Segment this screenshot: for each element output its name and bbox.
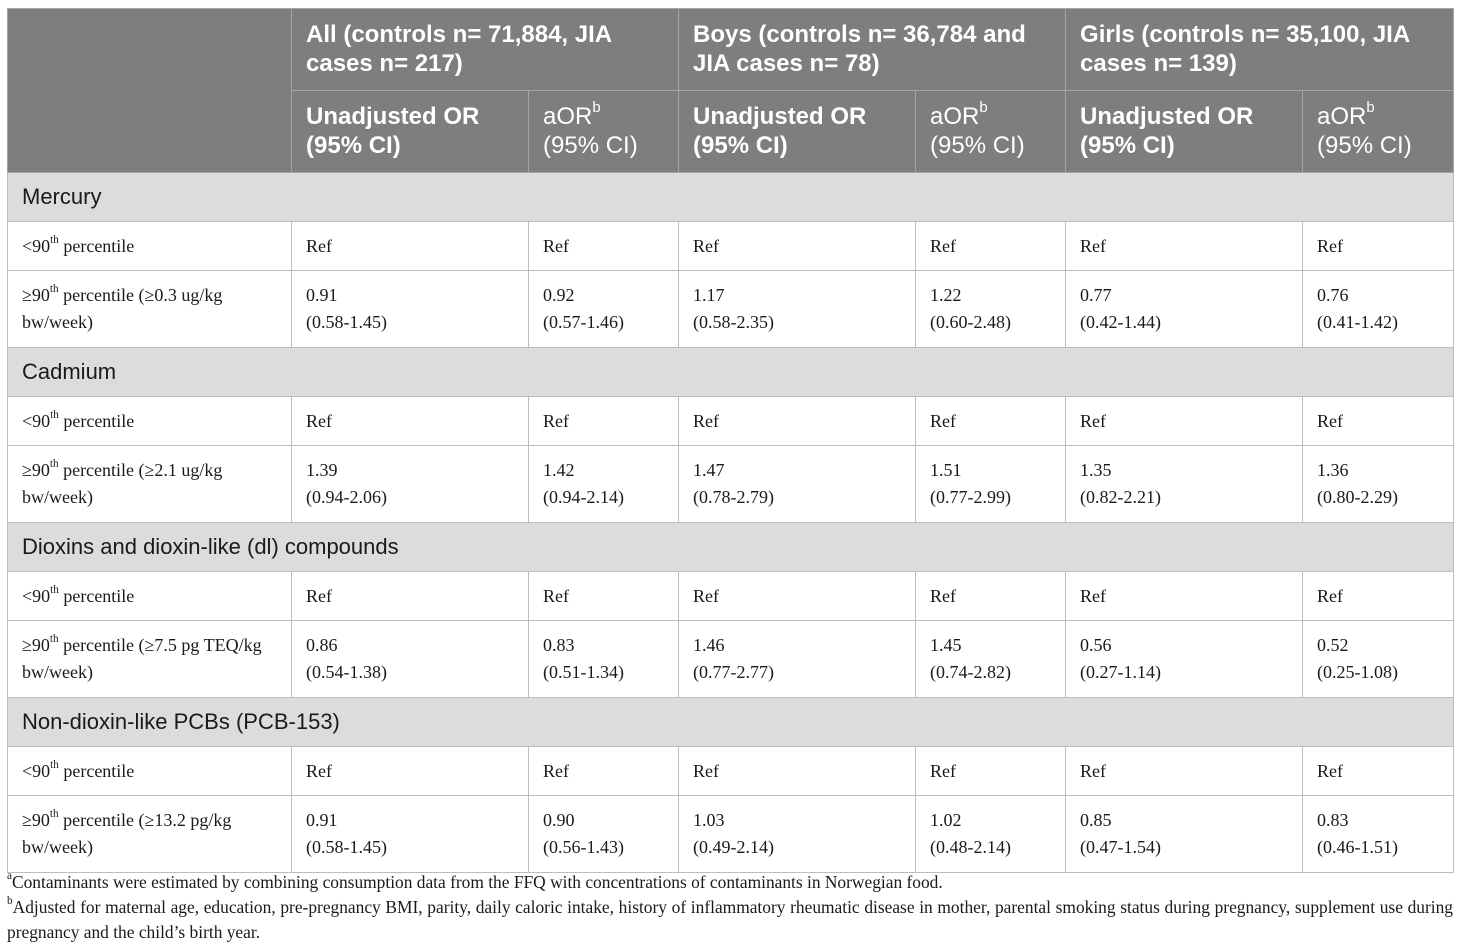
group-title: Non-dioxin-like PCBs (PCB-153) bbox=[8, 698, 1454, 747]
table-cell: Ref bbox=[1303, 747, 1454, 796]
table-cell: 1.17 (0.58-2.35) bbox=[679, 271, 916, 348]
table-cell: Ref bbox=[292, 222, 529, 271]
table-cell: Ref bbox=[292, 572, 529, 621]
table-cell: Ref bbox=[1303, 572, 1454, 621]
row-label: ≥90th percentile (≥13.2 pg/kg bw/week) bbox=[8, 796, 292, 873]
table-cell: 0.83 (0.46-1.51) bbox=[1303, 796, 1454, 873]
table-cell: Ref bbox=[529, 397, 679, 446]
table-cell: 1.03 (0.49-2.14) bbox=[679, 796, 916, 873]
group-title: Dioxins and dioxin-like (dl) compounds bbox=[8, 523, 1454, 572]
table-row bbox=[8, 397, 1454, 446]
group-title: Cadmium bbox=[8, 348, 1454, 397]
table-cell: 1.47 (0.78-2.79) bbox=[679, 446, 916, 523]
table-cell: Ref bbox=[916, 222, 1066, 271]
footnote-a: $^a$Contaminants were estimated by combining consumption data from the FFQ with concentrations of contaminants in Norwegian food. bbox=[7, 869, 943, 892]
table-cell: 0.76 (0.41-1.42) bbox=[1303, 271, 1454, 348]
table-cell: 1.22 (0.60-2.48) bbox=[916, 271, 1066, 348]
table-cell: Ref bbox=[679, 747, 916, 796]
table-cell: 0.85 (0.47-1.54) bbox=[1066, 796, 1303, 873]
row-label: ≥90th percentile (≥7.5 pg TEQ/kg bw/week) bbox=[8, 621, 292, 698]
table-cell: 1.39 (0.94-2.06) bbox=[292, 446, 529, 523]
table-cell: Ref bbox=[916, 397, 1066, 446]
table-cell: 1.35 (0.82-2.21) bbox=[1066, 446, 1303, 523]
row-label: <90th percentile bbox=[8, 397, 292, 446]
header-corner-cell bbox=[8, 9, 292, 173]
group-row bbox=[8, 348, 1454, 397]
table-cell: 1.45 (0.74-2.82) bbox=[916, 621, 1066, 698]
table-cell: Ref bbox=[292, 397, 529, 446]
table-cell: Ref bbox=[529, 572, 679, 621]
header-group-boys: Boys (controls n= 36,784 and JIA cases n= 78) bbox=[679, 9, 1066, 91]
results-table-container bbox=[7, 8, 1453, 873]
row-label: <90th percentile bbox=[8, 572, 292, 621]
table-cell: Ref bbox=[1066, 747, 1303, 796]
header-group-all: All (controls n= 71,884, JIA cases n= 217) bbox=[292, 9, 679, 91]
table-row bbox=[8, 796, 1454, 873]
row-label: ≥90th percentile (≥0.3 ug/kg bw/week) bbox=[8, 271, 292, 348]
table-cell: Ref bbox=[1066, 222, 1303, 271]
table-cell: 0.56 (0.27-1.14) bbox=[1066, 621, 1303, 698]
table-cell: Ref bbox=[1303, 397, 1454, 446]
table-cell: 0.90 (0.56-1.43) bbox=[529, 796, 679, 873]
table-cell: 0.86 (0.54-1.38) bbox=[292, 621, 529, 698]
table-cell: 0.92 (0.57-1.46) bbox=[529, 271, 679, 348]
table-cell: Ref bbox=[916, 572, 1066, 621]
group-row bbox=[8, 698, 1454, 747]
table-cell: Ref bbox=[679, 397, 916, 446]
odds-ratio-table bbox=[7, 8, 1454, 873]
table-cell: Ref bbox=[916, 747, 1066, 796]
table-cell: 1.51 (0.77-2.99) bbox=[916, 446, 1066, 523]
group-row bbox=[8, 523, 1454, 572]
header-unadjusted-boys: Unadjusted OR (95% CI) bbox=[679, 91, 916, 173]
row-label: ≥90th percentile (≥2.1 ug/kg bw/week) bbox=[8, 446, 292, 523]
header-group-girls: Girls (controls n= 35,100, JIA cases n= 139) bbox=[1066, 9, 1454, 91]
table-cell: Ref bbox=[1066, 397, 1303, 446]
table-body bbox=[8, 173, 1454, 873]
row-label: <90th percentile bbox=[8, 222, 292, 271]
table-cell: Ref bbox=[1066, 572, 1303, 621]
group-title: Mercury bbox=[8, 173, 1454, 222]
table-cell: Ref bbox=[679, 222, 916, 271]
table-cell: 1.42 (0.94-2.14) bbox=[529, 446, 679, 523]
row-label: <90th percentile bbox=[8, 747, 292, 796]
table-header bbox=[8, 9, 1454, 173]
table-cell: Ref bbox=[292, 747, 529, 796]
table-row bbox=[8, 446, 1454, 523]
table-row bbox=[8, 572, 1454, 621]
header-unadjusted-girls: Unadjusted OR (95% CI) bbox=[1066, 91, 1303, 173]
table-row bbox=[8, 271, 1454, 348]
table-row bbox=[8, 621, 1454, 698]
table-row bbox=[8, 222, 1454, 271]
table-cell: 1.46 (0.77-2.77) bbox=[679, 621, 916, 698]
header-aor-all: aOR$^b$ (95% CI) bbox=[529, 91, 679, 173]
table-row bbox=[8, 747, 1454, 796]
table-cell: Ref bbox=[529, 747, 679, 796]
table-cell: 0.91 (0.58-1.45) bbox=[292, 271, 529, 348]
header-aor-boys: aOR$^b$ (95% CI) bbox=[916, 91, 1066, 173]
table-cell: Ref bbox=[1303, 222, 1454, 271]
group-row bbox=[8, 173, 1454, 222]
header-unadjusted-all: Unadjusted OR (95% CI) bbox=[292, 91, 529, 173]
table-cell: 1.02 (0.48-2.14) bbox=[916, 796, 1066, 873]
table-cell: Ref bbox=[529, 222, 679, 271]
table-cell: Ref bbox=[679, 572, 916, 621]
table-cell: 1.36 (0.80-2.29) bbox=[1303, 446, 1454, 523]
table-cell: 0.91 (0.58-1.45) bbox=[292, 796, 529, 873]
header-aor-girls: aOR$^b$ (95% CI) bbox=[1303, 91, 1454, 173]
table-cell: 0.83 (0.51-1.34) bbox=[529, 621, 679, 698]
table-cell: 0.52 (0.25-1.08) bbox=[1303, 621, 1454, 698]
table-cell: 0.77 (0.42-1.44) bbox=[1066, 271, 1303, 348]
footnote-b: $^b$Adjusted for maternal age, education, pre-pregnancy BMI, parity, daily caloric intake, history of inflammatory rheumatic disease in mother, parental smoking status during pregnancy, supplement use during pregnancy and the child’s birth year. bbox=[7, 894, 1453, 942]
footnotes bbox=[7, 870, 1453, 945]
